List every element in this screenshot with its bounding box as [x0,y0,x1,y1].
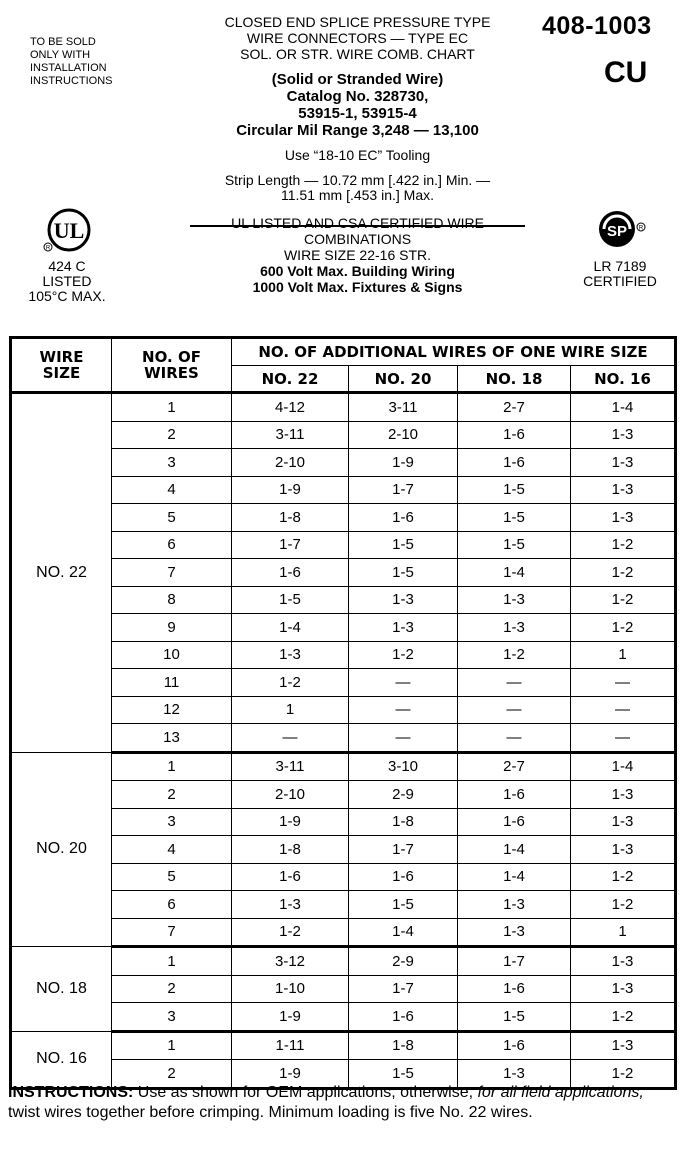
title-line: WIRE CONNECTORS — TYPE EC [246,30,469,46]
combination-cell: 2-10 [349,421,458,449]
combination-cell: 1-10 [232,975,349,1003]
instructions [8,1083,676,1123]
num-wires-cell: 3 [112,808,232,836]
table-body [11,393,676,1089]
combination-cell: 1-5 [458,476,571,504]
csa-certification-block [565,205,675,289]
combination-cell: 2-7 [458,393,571,422]
combination-cell: 1 [571,918,676,947]
combination-cell: — [458,696,571,724]
combination-cell: 1-6 [458,808,571,836]
combination-cell: 1-2 [571,531,676,559]
combination-cell: 1-6 [458,449,571,477]
sub-header-no16: NO. 16 [571,366,676,393]
combination-cell: — [571,724,676,753]
col-header-additional-wires: NO. OF ADDITIONAL WIRES OF ONE WIRE SIZE [232,338,676,366]
num-wires-cell: 13 [112,724,232,753]
strip-length-line: Strip Length — 10.72 mm [.422 in.] Min. — [224,172,491,188]
sale-notice [30,36,113,88]
num-wires-cell: 1 [112,1031,232,1060]
table-row [11,752,676,781]
combination-cell: 1-6 [232,863,349,891]
title-line: CLOSED END SPLICE PRESSURE TYPE [224,14,491,30]
num-wires-cell: 2 [112,421,232,449]
combination-cell: 1-2 [571,1060,676,1089]
table-row [11,393,676,422]
combination-cell: 1-4 [458,863,571,891]
combination-cell: 4-12 [232,393,349,422]
strip-length-line: 11.51 mm [.453 in.] Max. [280,187,435,203]
num-wires-cell: 1 [112,393,232,422]
csa-logo-text: SP [606,223,628,240]
sub-header-no18: NO. 18 [458,366,571,393]
combination-cell: 1-8 [232,504,349,532]
combination-cell: 1-4 [458,836,571,864]
combination-cell: 1-2 [571,891,676,919]
wire-size-cell: NO. 18 [11,947,112,1032]
combination-cell: 1-3 [571,449,676,477]
combination-cell: 1-7 [349,836,458,864]
ul-listing-block [22,205,112,304]
combination-cell: 1-6 [349,863,458,891]
svg-text:R: R [45,245,51,252]
num-wires-cell: 9 [112,614,232,642]
document-header [175,14,540,295]
copper-mark: CU [604,56,648,89]
combination-cell: 1-3 [232,641,349,669]
combination-cell: 1-6 [458,975,571,1003]
num-wires-cell: 5 [112,504,232,532]
combination-cell: 1 [232,696,349,724]
subtitle-line: Circular Mil Range 3,248 — 13,100 [236,122,479,139]
num-wires-cell: 2 [112,975,232,1003]
col-header-num-wires [112,338,232,393]
sale-notice-line: INSTALLATION [30,62,107,74]
combination-cell: 1-3 [571,421,676,449]
listing-line: UL LISTED AND CSA CERTIFIED WIRE [231,215,484,231]
combination-cell: 1-3 [458,586,571,614]
voltage-line: 600 Volt Max. Building Wiring [260,263,455,279]
combination-cell: 1-6 [349,504,458,532]
combination-cell: 1 [571,641,676,669]
combination-cell: 1-6 [458,781,571,809]
combination-cell: — [458,669,571,697]
combination-cell: 1-3 [571,947,676,976]
combination-cell: 2-9 [349,781,458,809]
wire-combination-table [9,336,677,1090]
combination-cell: 2-10 [232,449,349,477]
combination-cell: 1-4 [571,752,676,781]
ul-logo-text: UL [53,218,85,243]
col-header-line: NO. OF [142,348,201,366]
combination-cell: 2-9 [349,947,458,976]
combination-cell: 1-5 [349,1060,458,1089]
subtitle-line: (Solid or Stranded Wire) [271,71,444,88]
combination-cell: 1-2 [571,614,676,642]
combination-cell: 1-6 [232,559,349,587]
table-row [11,1031,676,1060]
sale-notice-line: ONLY WITH [30,49,91,61]
combination-cell: 1-4 [458,559,571,587]
combination-cell: 1-11 [232,1031,349,1060]
instructions-italic: for all field applications, [477,1084,644,1101]
combination-cell: 1-4 [232,614,349,642]
combination-cell: 1-3 [349,586,458,614]
csa-line: CERTIFIED [583,273,657,289]
combination-cell: 3-12 [232,947,349,976]
instructions-text: twist wires together before crimping. Minimum loading is five No. 22 wires. [8,1104,533,1121]
combination-cell: 1-2 [571,559,676,587]
combination-cell: 1-2 [232,918,349,947]
tooling-note: Use “18-10 EC” Tooling [284,147,431,163]
combination-cell: 1-3 [571,504,676,532]
col-header-line: WIRE [39,348,84,366]
combination-cell: 1-7 [232,531,349,559]
combination-cell: 1-4 [349,918,458,947]
combination-cell: 1-5 [458,504,571,532]
combination-cell: 3-11 [232,752,349,781]
combination-cell: 1-3 [232,891,349,919]
col-header-line: SIZE [42,364,81,382]
wire-combination-table-wrapper [9,336,674,1090]
num-wires-cell: 7 [112,559,232,587]
combination-cell: 1-3 [458,1060,571,1089]
num-wires-cell: 8 [112,586,232,614]
combination-cell: 1-9 [232,1060,349,1089]
sale-notice-line: INSTRUCTIONS [30,75,113,87]
csa-logo-icon [590,205,650,255]
combination-cell: 1-3 [571,781,676,809]
combination-cell: 1-6 [458,1031,571,1060]
combination-cell: 1-6 [458,421,571,449]
instructions-label: INSTRUCTIONS: [8,1084,134,1101]
combination-cell: 1-6 [349,1003,458,1032]
combination-cell: 1-5 [349,531,458,559]
combination-cell: 2-7 [458,752,571,781]
sub-header-no20: NO. 20 [349,366,458,393]
combination-cell: — [458,724,571,753]
num-wires-cell: 7 [112,918,232,947]
combination-cell: 1-2 [571,863,676,891]
document-number: 408-1003 [542,12,652,40]
num-wires-cell: 4 [112,476,232,504]
num-wires-cell: 6 [112,891,232,919]
combination-cell: 1-7 [349,476,458,504]
svg-text:R: R [638,225,644,232]
combination-cell: — [232,724,349,753]
combination-cell: 1-3 [571,476,676,504]
subtitle-line: Catalog No. 328730, [286,88,429,105]
combination-cell: — [349,724,458,753]
num-wires-cell: 10 [112,641,232,669]
combination-cell: 1-4 [571,393,676,422]
ul-line: 424 C [48,258,86,274]
combination-cell: 1-8 [349,1031,458,1060]
combination-cell: 1-2 [458,641,571,669]
listing-line: WIRE SIZE 22-16 STR. [283,247,432,263]
combination-cell: 1-5 [349,559,458,587]
wire-size-cell: NO. 22 [11,393,112,753]
num-wires-cell: 2 [112,781,232,809]
ul-line: LISTED [42,273,92,289]
combination-cell: 3-10 [349,752,458,781]
num-wires-cell: 2 [112,1060,232,1089]
voltage-line: 1000 Volt Max. Fixtures & Signs [252,279,463,295]
combination-cell: 1-3 [571,836,676,864]
combination-cell: 1-3 [571,808,676,836]
combination-cell: 1-9 [232,476,349,504]
combination-cell: 1-9 [349,449,458,477]
header-divider [190,225,525,227]
num-wires-cell: 5 [112,863,232,891]
sale-notice-line: TO BE SOLD [30,36,96,48]
num-wires-cell: 3 [112,449,232,477]
num-wires-cell: 6 [112,531,232,559]
combination-cell: 1-5 [458,531,571,559]
combination-cell: — [571,696,676,724]
col-header-wire-size [11,338,112,393]
combination-cell: — [349,696,458,724]
combination-cell: 1-8 [232,836,349,864]
combination-cell: 1-5 [349,891,458,919]
combination-cell: 1-3 [571,975,676,1003]
num-wires-cell: 12 [112,696,232,724]
combination-cell: 2-10 [232,781,349,809]
combination-cell: 1-5 [232,586,349,614]
combination-cell: 1-3 [458,918,571,947]
combination-cell: 1-3 [571,1031,676,1060]
combination-cell: 1-9 [232,1003,349,1032]
combination-cell: 1-3 [349,614,458,642]
combination-cell: 1-2 [571,586,676,614]
combination-cell: 1-9 [232,808,349,836]
combination-cell: 1-8 [349,808,458,836]
combination-cell: 3-11 [232,421,349,449]
combination-cell: — [349,669,458,697]
wire-size-cell: NO. 16 [11,1031,112,1088]
combination-cell: — [571,669,676,697]
csa-line: LR 7189 [593,258,647,274]
num-wires-cell: 4 [112,836,232,864]
num-wires-cell: 1 [112,947,232,976]
num-wires-cell: 3 [112,1003,232,1032]
combination-cell: 1-5 [458,1003,571,1032]
listing-line: COMBINATIONS [303,231,412,247]
combination-cell: 1-2 [571,1003,676,1032]
sub-header-no22: NO. 22 [232,366,349,393]
combination-cell: 1-3 [458,614,571,642]
combination-cell: 1-2 [232,669,349,697]
combination-cell: 1-7 [458,947,571,976]
instructions-text: Use as shown for OEM applications; otherwise, [133,1084,478,1101]
combination-cell: 3-11 [349,393,458,422]
wire-size-cell: NO. 20 [11,752,112,947]
ul-logo-icon [42,205,92,255]
col-header-line: WIRES [144,364,199,382]
ul-line: 105°C MAX. [28,288,106,304]
title-line: SOL. OR STR. WIRE COMB. CHART [240,46,475,62]
combination-cell: 1-2 [349,641,458,669]
table-row [11,947,676,976]
num-wires-cell: 1 [112,752,232,781]
subtitle-line: 53915-1, 53915-4 [298,105,417,122]
num-wires-cell: 11 [112,669,232,697]
combination-cell: 1-3 [458,891,571,919]
combination-cell: 1-7 [349,975,458,1003]
